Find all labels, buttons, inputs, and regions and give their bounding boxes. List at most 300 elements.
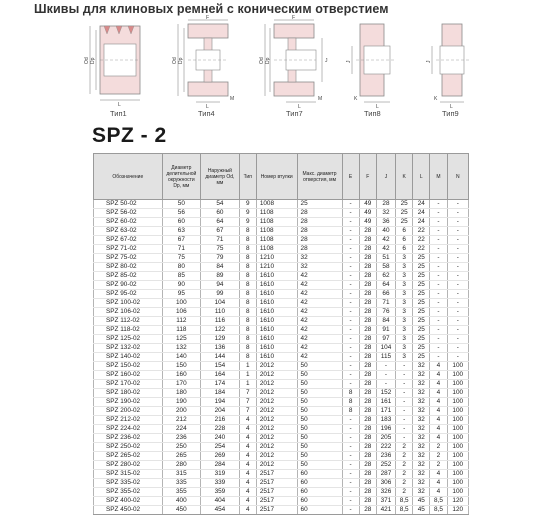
table-row bbox=[94, 263, 469, 272]
table-cell: - bbox=[342, 344, 359, 353]
diagram-caption: Тип7 bbox=[286, 109, 303, 118]
table-cell: 170 bbox=[162, 380, 201, 389]
table-cell: 404 bbox=[201, 497, 240, 506]
table-cell: - bbox=[342, 497, 359, 506]
table-cell: - bbox=[342, 416, 359, 425]
table-cell: 1008 bbox=[256, 200, 297, 209]
table-cell: 2517 bbox=[256, 479, 297, 488]
designation-cell: SPZ 95-02 bbox=[94, 290, 163, 299]
table-cell: 49 bbox=[359, 209, 376, 218]
table-cell: 319 bbox=[201, 470, 240, 479]
table-cell: 180 bbox=[162, 389, 201, 398]
pulley-spec-table bbox=[93, 153, 469, 515]
designation-cell: SPZ 60-02 bbox=[94, 218, 163, 227]
table-cell: 94 bbox=[201, 281, 240, 290]
table-cell: - bbox=[396, 380, 413, 389]
column-header: F bbox=[359, 154, 376, 200]
table-cell: 190 bbox=[162, 398, 201, 407]
table-cell: 112 bbox=[162, 317, 201, 326]
table-cell: 28 bbox=[376, 200, 395, 209]
table-cell: 2517 bbox=[256, 497, 297, 506]
table-cell: 3 bbox=[396, 344, 413, 353]
table-cell: 4 bbox=[239, 425, 256, 434]
table-cell: 25 bbox=[396, 200, 413, 209]
table-cell: 4 bbox=[430, 371, 447, 380]
table-cell: 8 bbox=[239, 254, 256, 263]
table-cell: - bbox=[342, 443, 359, 452]
table-cell: - bbox=[342, 362, 359, 371]
table-cell: 100 bbox=[447, 470, 468, 479]
designation-cell: SPZ 132-02 bbox=[94, 344, 163, 353]
table-cell: 79 bbox=[201, 254, 240, 263]
table-cell: 64 bbox=[376, 281, 395, 290]
table-cell: 106 bbox=[162, 308, 201, 317]
table-row bbox=[94, 506, 469, 515]
table-cell: 8 bbox=[239, 317, 256, 326]
table-cell: 4 bbox=[239, 479, 256, 488]
table-row bbox=[94, 200, 469, 209]
table-cell: - bbox=[447, 308, 468, 317]
table-cell: 450 bbox=[162, 506, 201, 515]
table-cell: 315 bbox=[162, 470, 201, 479]
table-cell: 42 bbox=[376, 236, 395, 245]
table-cell: 45 bbox=[413, 497, 430, 506]
table-cell: - bbox=[430, 281, 447, 290]
diagram-caption: Тип8 bbox=[364, 109, 381, 118]
table-cell: 1108 bbox=[256, 236, 297, 245]
table-row bbox=[94, 254, 469, 263]
table-cell: 100 bbox=[447, 452, 468, 461]
designation-cell: SPZ 75-02 bbox=[94, 254, 163, 263]
section-title: SPZ - 2 bbox=[92, 124, 167, 147]
table-cell: 60 bbox=[162, 218, 201, 227]
table-row bbox=[94, 326, 469, 335]
table-cell: - bbox=[342, 299, 359, 308]
table-cell: 104 bbox=[376, 344, 395, 353]
table-cell: 8 bbox=[239, 227, 256, 236]
table-cell: 28 bbox=[359, 335, 376, 344]
table-cell: 200 bbox=[162, 407, 201, 416]
l-label: L bbox=[118, 102, 121, 108]
table-cell: 8 bbox=[239, 272, 256, 281]
table-row bbox=[94, 236, 469, 245]
table-cell: 99 bbox=[201, 290, 240, 299]
designation-cell: SPZ 400-02 bbox=[94, 497, 163, 506]
table-cell: 22 bbox=[413, 227, 430, 236]
table-row bbox=[94, 245, 469, 254]
table-cell: 2012 bbox=[256, 425, 297, 434]
table-cell: 60 bbox=[297, 506, 342, 515]
table-cell: 6 bbox=[396, 236, 413, 245]
table-cell: 150 bbox=[162, 362, 201, 371]
pulley-type-1-drawing bbox=[84, 14, 154, 110]
table-cell: 1610 bbox=[256, 272, 297, 281]
table-cell: 40 bbox=[376, 227, 395, 236]
table-cell: 90 bbox=[162, 281, 201, 290]
table-row bbox=[94, 380, 469, 389]
table-cell: 100 bbox=[447, 389, 468, 398]
table-row bbox=[94, 281, 469, 290]
table-cell: 62 bbox=[376, 272, 395, 281]
table-cell: 25 bbox=[396, 218, 413, 227]
table-cell: 25 bbox=[413, 335, 430, 344]
table-cell: 3 bbox=[396, 272, 413, 281]
table-cell: 8 bbox=[239, 326, 256, 335]
table-cell: 8 bbox=[239, 263, 256, 272]
page-title: Шкивы для клиновых ремней с коническим отверстием bbox=[34, 2, 389, 16]
column-header: N bbox=[447, 154, 468, 200]
table-row bbox=[94, 362, 469, 371]
table-cell: 50 bbox=[297, 371, 342, 380]
j-label: J bbox=[426, 60, 432, 63]
dp-label: Dp bbox=[265, 57, 271, 64]
table-cell: 2012 bbox=[256, 434, 297, 443]
table-cell: 7 bbox=[239, 407, 256, 416]
table-cell: 49 bbox=[359, 218, 376, 227]
table-cell: - bbox=[376, 371, 395, 380]
table-cell: - bbox=[430, 263, 447, 272]
table-cell: 50 bbox=[297, 398, 342, 407]
table-cell: 50 bbox=[162, 200, 201, 209]
designation-cell: SPZ 224-02 bbox=[94, 425, 163, 434]
table-cell: 3 bbox=[396, 263, 413, 272]
table-cell: - bbox=[376, 362, 395, 371]
designation-cell: SPZ 125-02 bbox=[94, 335, 163, 344]
table-cell: 50 bbox=[297, 461, 342, 470]
table-cell: 28 bbox=[359, 488, 376, 497]
column-header: Номер втулки bbox=[256, 154, 297, 200]
table-cell: 64 bbox=[201, 218, 240, 227]
table-cell: 224 bbox=[162, 425, 201, 434]
od-label: Od bbox=[259, 57, 265, 64]
table-cell: 4 bbox=[239, 452, 256, 461]
table-cell: 129 bbox=[201, 335, 240, 344]
table-cell: 50 bbox=[297, 434, 342, 443]
table-cell: - bbox=[342, 317, 359, 326]
f-label: F bbox=[292, 15, 296, 21]
table-cell: 8 bbox=[239, 245, 256, 254]
table-cell: 67 bbox=[201, 227, 240, 236]
table-cell: 4 bbox=[430, 434, 447, 443]
table-cell: 2 bbox=[396, 470, 413, 479]
table-cell: 22 bbox=[413, 245, 430, 254]
table-cell: 4 bbox=[239, 434, 256, 443]
designation-cell: SPZ 200-02 bbox=[94, 407, 163, 416]
table-cell: 8 bbox=[239, 290, 256, 299]
table-cell: 7 bbox=[239, 389, 256, 398]
table-cell: - bbox=[430, 353, 447, 362]
table-cell: 161 bbox=[376, 398, 395, 407]
table-cell: 2012 bbox=[256, 398, 297, 407]
table-cell: 32 bbox=[413, 416, 430, 425]
designation-cell: SPZ 56-02 bbox=[94, 209, 163, 218]
table-cell: 42 bbox=[297, 290, 342, 299]
table-cell: 8,5 bbox=[396, 497, 413, 506]
table-row bbox=[94, 398, 469, 407]
column-header: M bbox=[430, 154, 447, 200]
diagram-type-8 bbox=[340, 14, 406, 122]
column-header: Диаметр делительной окружности Dp, мм bbox=[162, 154, 201, 200]
table-cell: - bbox=[396, 389, 413, 398]
table-cell: 8 bbox=[342, 407, 359, 416]
table-cell: - bbox=[430, 236, 447, 245]
designation-cell: SPZ 450-02 bbox=[94, 506, 163, 515]
table-cell: 60 bbox=[297, 470, 342, 479]
table-cell: 2012 bbox=[256, 443, 297, 452]
table-cell: 171 bbox=[376, 407, 395, 416]
table-cell: 32 bbox=[413, 461, 430, 470]
table-cell: - bbox=[342, 272, 359, 281]
table-cell: 212 bbox=[162, 416, 201, 425]
table-cell: 100 bbox=[162, 299, 201, 308]
table-cell: - bbox=[342, 506, 359, 515]
designation-cell: SPZ 85-02 bbox=[94, 272, 163, 281]
table-cell: 8 bbox=[239, 344, 256, 353]
table-cell: - bbox=[342, 245, 359, 254]
table-cell: - bbox=[396, 416, 413, 425]
diagram-type-1 bbox=[84, 14, 154, 122]
table-cell: 28 bbox=[359, 371, 376, 380]
table-cell: 28 bbox=[359, 452, 376, 461]
table-cell: 42 bbox=[297, 308, 342, 317]
table-cell: 42 bbox=[297, 335, 342, 344]
designation-cell: SPZ 90-02 bbox=[94, 281, 163, 290]
table-cell: 355 bbox=[162, 488, 201, 497]
table-cell: - bbox=[396, 398, 413, 407]
table-cell: 32 bbox=[297, 263, 342, 272]
table-cell: 2 bbox=[430, 452, 447, 461]
table-cell: 194 bbox=[201, 398, 240, 407]
table-cell: 7 bbox=[239, 398, 256, 407]
table-cell: 28 bbox=[359, 416, 376, 425]
table-cell: 1108 bbox=[256, 245, 297, 254]
table-cell: 32 bbox=[413, 407, 430, 416]
designation-cell: SPZ 100-02 bbox=[94, 299, 163, 308]
table-cell: 28 bbox=[359, 497, 376, 506]
table-cell: 28 bbox=[359, 470, 376, 479]
table-cell: 1610 bbox=[256, 344, 297, 353]
table-cell: 1610 bbox=[256, 281, 297, 290]
table-cell: 28 bbox=[359, 263, 376, 272]
table-cell: 8,5 bbox=[430, 506, 447, 515]
designation-cell: SPZ 67-02 bbox=[94, 236, 163, 245]
table-cell: 4 bbox=[239, 506, 256, 515]
table-cell: - bbox=[396, 434, 413, 443]
table-cell: 3 bbox=[396, 326, 413, 335]
table-cell: 91 bbox=[376, 326, 395, 335]
table-cell: 1210 bbox=[256, 254, 297, 263]
table-cell: - bbox=[342, 236, 359, 245]
table-row bbox=[94, 407, 469, 416]
table-cell: 115 bbox=[376, 353, 395, 362]
table-cell: 2517 bbox=[256, 488, 297, 497]
table-cell: 42 bbox=[297, 299, 342, 308]
table-cell: 28 bbox=[359, 389, 376, 398]
table-cell: - bbox=[342, 380, 359, 389]
table-cell: - bbox=[447, 272, 468, 281]
table-cell: 326 bbox=[376, 488, 395, 497]
table-row bbox=[94, 299, 469, 308]
table-cell: - bbox=[342, 434, 359, 443]
table-cell: - bbox=[396, 371, 413, 380]
table-cell: 3 bbox=[396, 308, 413, 317]
table-cell: 42 bbox=[297, 272, 342, 281]
table-cell: - bbox=[396, 362, 413, 371]
table-row bbox=[94, 452, 469, 461]
column-header: E bbox=[342, 154, 359, 200]
table-cell: 254 bbox=[201, 443, 240, 452]
designation-cell: SPZ 280-02 bbox=[94, 461, 163, 470]
table-cell: 3 bbox=[396, 317, 413, 326]
table-cell: - bbox=[342, 263, 359, 272]
table-cell: 2 bbox=[430, 443, 447, 452]
table-cell: 28 bbox=[359, 443, 376, 452]
table-cell: - bbox=[447, 263, 468, 272]
table-cell: 32 bbox=[297, 254, 342, 263]
diagram-type-7 bbox=[260, 14, 334, 122]
table-cell: 25 bbox=[413, 326, 430, 335]
table-cell: 4 bbox=[239, 470, 256, 479]
table-cell: 100 bbox=[447, 362, 468, 371]
table-cell: 2517 bbox=[256, 506, 297, 515]
column-header: Тип bbox=[239, 154, 256, 200]
k-label: K bbox=[434, 96, 438, 102]
table-cell: 2 bbox=[430, 461, 447, 470]
table-cell: 280 bbox=[162, 461, 201, 470]
m-label: M bbox=[230, 96, 235, 102]
table-cell: 2012 bbox=[256, 461, 297, 470]
table-cell: 287 bbox=[376, 470, 395, 479]
table-cell: 25 bbox=[413, 353, 430, 362]
table-row bbox=[94, 389, 469, 398]
table-cell: 28 bbox=[359, 299, 376, 308]
pulley-type-diagrams bbox=[0, 14, 560, 122]
table-cell: 250 bbox=[162, 443, 201, 452]
pulley-type-4-drawing bbox=[172, 14, 244, 110]
table-cell: 76 bbox=[376, 308, 395, 317]
table-cell: 50 bbox=[297, 407, 342, 416]
table-cell: - bbox=[376, 380, 395, 389]
table-row bbox=[94, 443, 469, 452]
table-cell: 25 bbox=[413, 281, 430, 290]
table-cell: 28 bbox=[297, 227, 342, 236]
table-cell: 140 bbox=[162, 353, 201, 362]
diagram-type-4 bbox=[172, 14, 244, 122]
diagram-caption: Тип9 bbox=[442, 109, 459, 118]
table-cell: 32 bbox=[413, 452, 430, 461]
l-label: L bbox=[206, 104, 209, 110]
table-cell: 50 bbox=[297, 452, 342, 461]
table-cell: 28 bbox=[359, 245, 376, 254]
table-cell: 184 bbox=[201, 389, 240, 398]
table-row bbox=[94, 335, 469, 344]
designation-cell: SPZ 50-02 bbox=[94, 200, 163, 209]
table-row bbox=[94, 461, 469, 470]
table-cell: 339 bbox=[201, 479, 240, 488]
table-cell: - bbox=[342, 470, 359, 479]
table-cell: - bbox=[342, 290, 359, 299]
table-cell: 4 bbox=[430, 398, 447, 407]
table-cell: 28 bbox=[359, 290, 376, 299]
table-cell: 2 bbox=[396, 461, 413, 470]
table-cell: 28 bbox=[297, 209, 342, 218]
table-cell: 120 bbox=[447, 497, 468, 506]
table-cell: 9 bbox=[239, 200, 256, 209]
table-row bbox=[94, 425, 469, 434]
table-cell: 28 bbox=[359, 398, 376, 407]
table-cell: 22 bbox=[413, 236, 430, 245]
designation-cell: SPZ 118-02 bbox=[94, 326, 163, 335]
table-cell: 2012 bbox=[256, 389, 297, 398]
table-cell: 1210 bbox=[256, 263, 297, 272]
table-cell: 4 bbox=[239, 416, 256, 425]
table-cell: 28 bbox=[297, 236, 342, 245]
table-row bbox=[94, 371, 469, 380]
table-cell: 2 bbox=[396, 443, 413, 452]
table-cell: 25 bbox=[413, 290, 430, 299]
table-cell: - bbox=[447, 209, 468, 218]
table-row bbox=[94, 272, 469, 281]
table-cell: 67 bbox=[162, 236, 201, 245]
table-cell: 28 bbox=[359, 254, 376, 263]
table-cell: - bbox=[430, 335, 447, 344]
pulley-type-9-drawing bbox=[420, 14, 482, 110]
table-row bbox=[94, 344, 469, 353]
table-cell: 100 bbox=[447, 479, 468, 488]
table-cell: 8 bbox=[239, 308, 256, 317]
table-cell: - bbox=[430, 308, 447, 317]
table-cell: 2012 bbox=[256, 371, 297, 380]
table-cell: 100 bbox=[447, 407, 468, 416]
table-cell: 1610 bbox=[256, 326, 297, 335]
table-cell: 154 bbox=[201, 362, 240, 371]
table-cell: 236 bbox=[376, 452, 395, 461]
table-cell: 359 bbox=[201, 488, 240, 497]
table-cell: 4 bbox=[430, 407, 447, 416]
diagram-caption: Тип4 bbox=[198, 109, 215, 118]
table-cell: 25 bbox=[413, 299, 430, 308]
table-cell: 1108 bbox=[256, 218, 297, 227]
table-cell: 60 bbox=[297, 497, 342, 506]
table-cell: 100 bbox=[447, 461, 468, 470]
table-body bbox=[94, 200, 469, 515]
table-cell: 28 bbox=[359, 461, 376, 470]
table-cell: 28 bbox=[359, 407, 376, 416]
column-header: Обозначение bbox=[94, 154, 163, 200]
table-cell: 164 bbox=[201, 371, 240, 380]
table-cell: 204 bbox=[201, 407, 240, 416]
table-cell: 4 bbox=[430, 416, 447, 425]
table-cell: 32 bbox=[413, 470, 430, 479]
table-cell: 4 bbox=[239, 497, 256, 506]
table-cell: 100 bbox=[447, 398, 468, 407]
table-cell: 306 bbox=[376, 479, 395, 488]
table-cell: 25 bbox=[413, 308, 430, 317]
table-cell: 252 bbox=[376, 461, 395, 470]
table-cell: 132 bbox=[162, 344, 201, 353]
table-cell: 50 bbox=[297, 416, 342, 425]
table-cell: 60 bbox=[201, 209, 240, 218]
table-cell: 8,5 bbox=[430, 497, 447, 506]
table-cell: 240 bbox=[201, 434, 240, 443]
table-cell: 8 bbox=[239, 281, 256, 290]
table-cell: - bbox=[447, 335, 468, 344]
table-cell: - bbox=[430, 227, 447, 236]
l-label: L bbox=[298, 104, 301, 110]
designation-cell: SPZ 335-02 bbox=[94, 479, 163, 488]
table-cell: 2012 bbox=[256, 416, 297, 425]
table-cell: 4 bbox=[239, 488, 256, 497]
